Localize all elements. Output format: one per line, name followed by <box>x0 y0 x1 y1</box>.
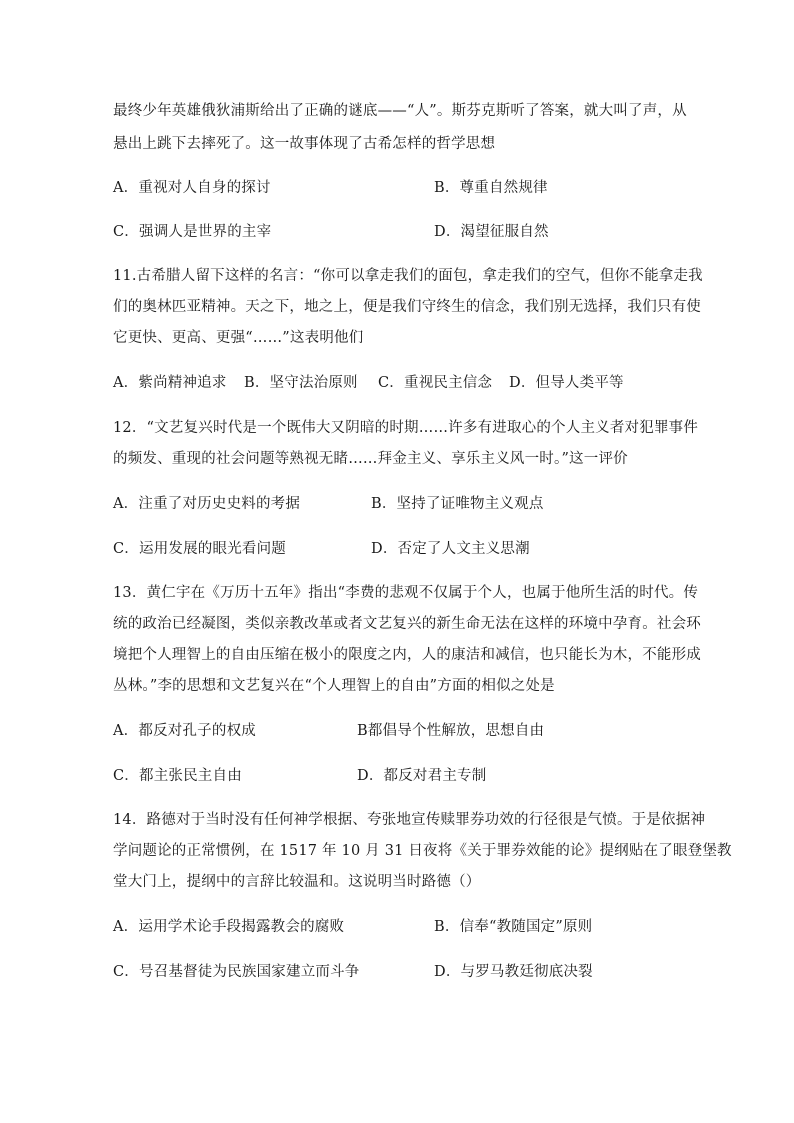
q13-stem-line-1: 13．黄仁宇在《万历十五年》指出“李费的悲观不仅属于个人，也属于他所生活的时代。传 <box>113 585 699 601</box>
q11-option-a: A．紫尚精神追求 <box>113 375 227 391</box>
q12-option-d: D．否定了人文主义思潮 <box>371 541 530 557</box>
q14-stem-line-1: 14．路德对于当时没有任何神学根据、夸张地宣传赎罪券功效的行径很是气愤。于是依据神 <box>113 812 706 828</box>
q14-option-c: C．号召基督徒为民族国家建立而斗争 <box>113 964 360 980</box>
q14-option-d: D．与罗马教廷彻底决裂 <box>434 964 593 980</box>
q10-stem-line-2: 悬出上跳下去摔死了。这一故事体现了古希怎样的哲学思想 <box>113 136 496 152</box>
q10-option-d: D．渴望征服自然 <box>434 224 549 240</box>
q11-option-b: B．坚守法治原则 <box>244 375 358 391</box>
q13-option-a: A．都反对孔子的权成 <box>113 723 256 739</box>
q14-option-b: B．信奉“教随国定”原则 <box>434 919 593 935</box>
q14-stem-line-3: 堂大门上，提纲中的言辞比较温和。这说明当时路德（） <box>113 874 481 890</box>
q11-option-c: C．重视民主信念 <box>378 375 493 391</box>
q10-stem-line-1: 最终少年英雄俄狄浦斯给出了正确的谜底——“人”。斯芬克斯听了答案，就大叫了声，从 <box>113 103 687 119</box>
q12-stem-line-1: 12．“文艺复兴时代是一个既伟大又阴暗的时期……许多有进取心的个人主义者对犯罪事件 <box>113 420 699 436</box>
q10-option-c: C．强调人是世界的主宰 <box>113 224 272 240</box>
q11-option-d: D．但导人类平等 <box>509 375 624 391</box>
q11-stem-line-3: 它更快、更高、更强“……”这表明他们 <box>113 330 364 346</box>
q10-option-b: B．尊重自然规律 <box>434 180 548 196</box>
q13-option-d: D．都反对君主专制 <box>357 768 487 784</box>
q12-option-b: B．坚持了证唯物主义观点 <box>371 496 544 512</box>
q13-option-c: C．都主张民主自由 <box>113 768 242 784</box>
q12-stem-line-2: 的频发、重现的社会问题等熟视无睹……拜金主义、享乐主义风一时。”这一评价 <box>113 451 628 467</box>
q12-option-a: A．注重了对历史史料的考据 <box>113 496 301 512</box>
q11-stem-line-2: 们的奥林匹亚精神。天之下，地之上，便是我们守终生的信念，我们别无选择，我们只有使 <box>113 299 701 315</box>
q10-option-a: A．重视对人自身的探讨 <box>113 180 271 196</box>
q11-stem-line-1: 11.古希腊人留下这样的名言：“你可以拿走我们的面包，拿走我们的空气，但你不能拿走我 <box>113 268 703 284</box>
q14-stem-line-2: 学问题论的正常惯例，在 1517 年 10 月 31 日夜将《关于罪券效能的论》提纲贴在了眼登堡教 <box>113 843 732 859</box>
q14-option-a: A．运用学术论手段揭露教会的腐败 <box>113 919 345 935</box>
q13-stem-line-3: 境把个人理智上的自由压缩在极小的限度之内，人的康洁和减信，也只能长为木，不能形成 <box>113 647 701 663</box>
q13-option-b: B都倡导个性解放，思想自由 <box>357 723 545 739</box>
q12-option-c: C．运用发展的眼光看问题 <box>113 541 286 557</box>
q13-stem-line-4: 丛林。”李的思想和文艺复兴在“个人理智上的自由”方面的相似之处是 <box>113 678 555 694</box>
q13-stem-line-2: 统的政治已经凝图，类似亲教改革或者文艺复兴的新生命无法在这样的环境中孕育。社会环 <box>113 616 701 632</box>
